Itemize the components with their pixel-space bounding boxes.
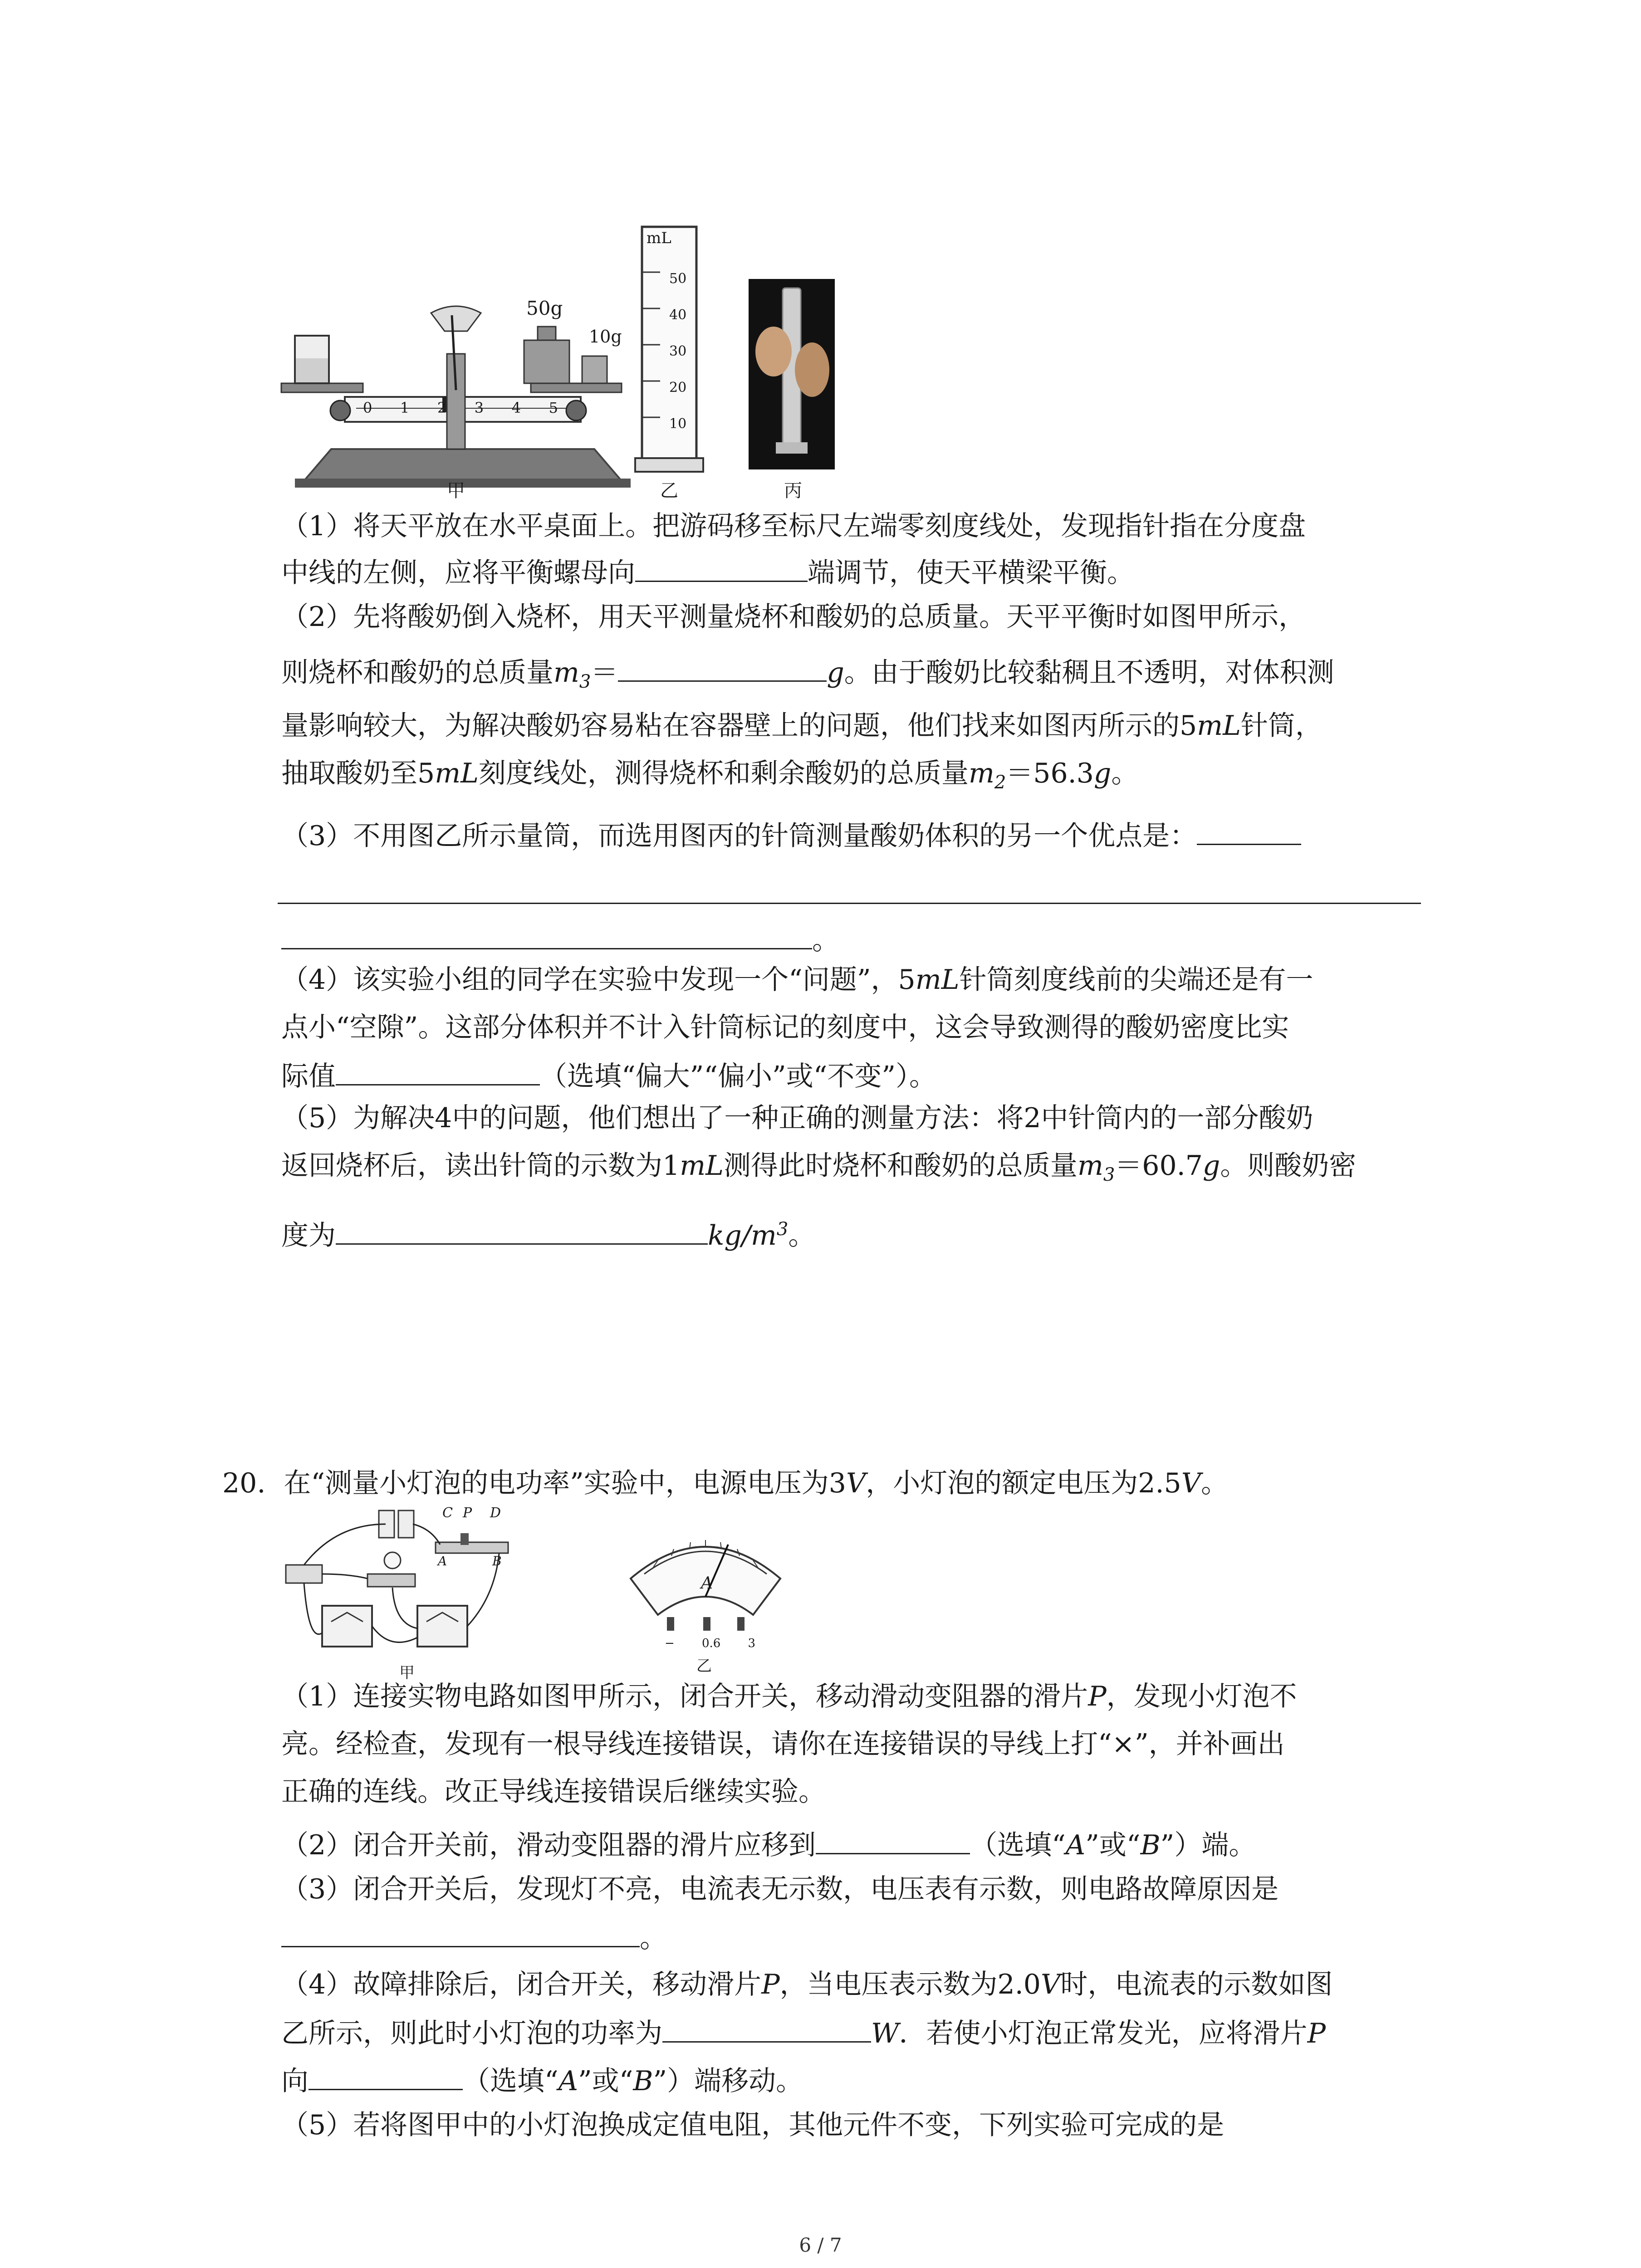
q19-part4-line3: 际值 （选填“偏大”“偏小”或“不变”）。 [281, 1057, 936, 1095]
q19-part2-line1: （2）先将酸奶倒入烧杯，用天平测量烧杯和酸奶的总质量。天平平衡时如图甲所示， [281, 601, 1306, 633]
q20-stem: 20. 在“测量小灯泡的电功率”实验中，电源电压为3V，小灯泡的额定电压为2.5V。 [222, 1467, 1229, 1499]
weight-50g-label: 50g [526, 297, 563, 319]
answer-blank[interactable] [618, 653, 827, 682]
q19-part2-line3: 量影响较大，为解决酸奶容易粘在容器壁上的问题，他们找来如图丙所示的5mL针筒， [281, 710, 1323, 742]
answer-blank[interactable] [635, 553, 808, 582]
ammeter-terminals [665, 1637, 755, 1650]
q19-part2-line4: 抽取酸奶至5mL刻度线处，测得烧杯和剩余酸奶的总质量$m_2=56.3g$。 [281, 758, 1139, 793]
scale-number: 1 [400, 399, 410, 416]
figure-label-yi: 乙 [660, 480, 678, 501]
circuit-label-P: P [463, 1505, 472, 1521]
q19-part3-line3: 。 [281, 921, 839, 958]
q20-part1-line2: 亮。经检查，发现有一根导线连接错误，请你在连接错误的导线上打“×”，并补画出 [281, 1728, 1285, 1760]
cylinder-tick: 10 [669, 416, 687, 432]
q20-part4-line2: 乙所示，则此时小灯泡的功率为 W．若使小灯泡正常发光，应将滑片P [281, 2014, 1326, 2052]
q20-part5: （5）若将图甲中的小灯泡换成定值电阻，其他元件不变，下列实验可完成的是 [281, 2109, 1225, 2141]
cylinder-tick: 40 [669, 307, 687, 323]
q19-part3-line1: （3）不用图乙所示量筒，而选用图丙的针筒测量酸奶体积的另一个优点是： [281, 816, 1301, 854]
cylinder-unit: mL [647, 229, 671, 247]
terminal-label: 0.6 [701, 1637, 721, 1650]
answer-blank[interactable] [662, 2014, 871, 2043]
terminal-label: − [665, 1637, 675, 1650]
q20-part4-line3: 向 （选填“A”或“B”）端移动。 [281, 2062, 803, 2099]
cylinder-tick: 30 [669, 343, 687, 359]
answer-blank[interactable] [336, 1057, 540, 1085]
scale-number: 2 [437, 399, 447, 416]
circuit-label-C: C [442, 1505, 453, 1521]
answer-blank[interactable] [278, 903, 1421, 904]
question-number: 20. [222, 1467, 266, 1499]
weight-10g-label: 10g [589, 327, 622, 347]
cylinder-ticks [669, 261, 686, 442]
q19-part5-line3: 度为 $kg/m^3$。 [281, 1211, 815, 1254]
q19-part4-line1: （4）该实验小组的同学在实验中发现一个“问题”，5mL针筒刻度线前的尖端还是有一 [281, 964, 1313, 996]
circuit-label-A: A [438, 1554, 447, 1569]
cylinder-tick: 20 [669, 380, 687, 396]
q20-part3-line2: 。 [281, 1919, 667, 1956]
q20-part1-line3: 正确的连线。改正导线连接错误后继续实验。 [281, 1776, 826, 1808]
q19-part2-line2: 则烧杯和酸奶的总质量$m_3= g$。由于酸奶比较黏稠且不透明，对体积测 [281, 653, 1334, 700]
circuit-figure [281, 1506, 517, 1669]
terminal-label: 3 [748, 1637, 755, 1650]
ammeter-unit: A [701, 1574, 713, 1593]
q19-part5-line1: （5）为解决4中的问题，他们想出了一种正确的测量方法：将2中针筒内的一部分酸奶 [281, 1102, 1313, 1134]
q19-part4-line2: 点小“空隙”。这部分体积并不计入针筒标记的刻度中，这会导致测得的酸奶密度比实 [281, 1012, 1289, 1043]
scale-number: 0 [363, 399, 372, 416]
balance-scale-numbers [363, 399, 558, 416]
scale-number: 5 [549, 399, 558, 416]
syringe-photo [749, 279, 835, 469]
answer-blank[interactable] [336, 1216, 708, 1245]
q20-part1-line1: （1）连接实物电路如图甲所示，闭合开关，移动滑动变阻器的滑片P，发现小灯泡不 [281, 1681, 1297, 1712]
q20-part3-line1: （3）闭合开关后，发现灯不亮，电流表无示数，电压表有示数，则电路故障原因是 [281, 1873, 1279, 1905]
answer-blank[interactable] [309, 2062, 463, 2090]
q19-part5-line2: 返回烧杯后，读出针筒的示数为1mL测得此时烧杯和酸奶的总质量$m_3=60.7g$。则酸奶密 [281, 1150, 1357, 1185]
scale-number: 4 [511, 399, 521, 416]
answer-blank[interactable] [1197, 816, 1301, 845]
q20-part4-line1: （4）故障排除后，闭合开关，移动滑片P，当电压表示数为2.0V时，电流表的示数如图 [281, 1969, 1333, 2000]
answer-blank[interactable] [281, 1919, 640, 1947]
answer-blank[interactable] [816, 1826, 970, 1854]
figure-label-yi-2: 乙 [696, 1657, 712, 1675]
q19-part1-line1: （1）将天平放在水平桌面上。把游码移至标尺左端零刻度线处，发现指针指在分度盘 [281, 510, 1306, 542]
circuit-label-B: B [492, 1554, 502, 1569]
q20-part2: （2）闭合开关前，滑动变阻器的滑片应移到 （选填“A”或“B”）端。 [281, 1826, 1256, 1863]
scale-number: 3 [474, 399, 484, 416]
figure-label-jia-2: 甲 [399, 1664, 415, 1682]
cylinder-tick: 50 [669, 271, 687, 287]
q19-part1-line2: 中线的左侧，应将平衡螺母向 端调节，使天平横梁平衡。 [281, 553, 1134, 591]
circuit-label-D: D [490, 1505, 501, 1521]
figure-label-bing: 丙 [784, 480, 802, 501]
answer-blank[interactable] [281, 921, 812, 949]
figure-label-jia: 甲 [447, 480, 465, 501]
page-number: 6 / 7 [799, 2234, 842, 2256]
